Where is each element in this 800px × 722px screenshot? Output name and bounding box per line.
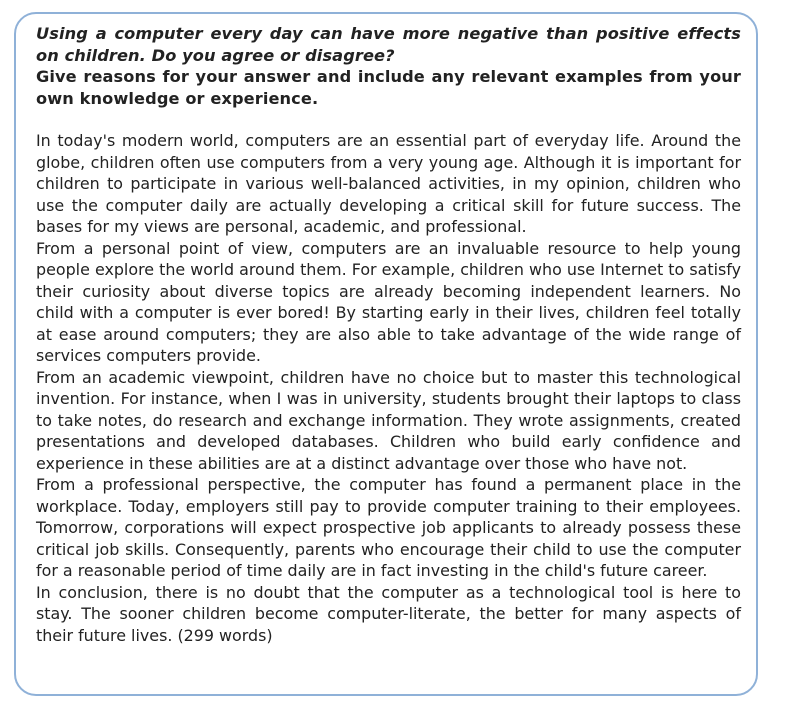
prompt-instruction: Give reasons for your answer and include any relevant examples from your own knowledge or experience. <box>36 67 741 108</box>
essay-card <box>14 12 758 696</box>
essay-paragraph-intro: In today's modern world, computers are an essential part of everyday life. Around the globe, children often use computers from a very young age. Although it is important for children to participate in various well-balanced activities, in my opinion, children who use the computer daily are actually developing a critical skill for future success. The bases for my views are personal, academic, and professional. <box>36 131 741 236</box>
essay-paragraph-professional: From a professional perspective, the computer has found a permanent place in the workplace. Today, employers still pay to provide computer training to their employees. Tomorrow, corporations will expect prospective job applicants to already possess these critical job skills. Consequently, parents who encourage their child to use the computer for a reasonable period of time daily are in fact investing in the child's future career. <box>36 475 741 580</box>
essay-body <box>36 130 741 646</box>
essay-paragraph-academic: From an academic viewpoint, children have no choice but to master this technological invention. For instance, when I was in university, students brought their laptops to class to take notes, do research and exchange information. They wrote assignments, created presentations and developed databases. Children who build early confidence and experience in these abilities are at a distinct advantage over those who have not. <box>36 367 741 473</box>
prompt-question: Using a computer every day can have more negative than positive effects on children. Do you agree or disagree? <box>36 24 741 65</box>
essay-paragraph-personal: From a personal point of view, computers are an invaluable resource to help young people explore the world around them. For example, children who use Internet to satisfy their curiosity about diverse topics are already becoming independent learners. No child with a computer is ever bored! By starting early in their lives, children feel totally at ease around computers; they are also able to take advantage of the wide range of services computers provide. <box>36 238 741 365</box>
essay-prompt <box>36 23 741 109</box>
essay-paragraph-conclusion: In conclusion, there is no doubt that the computer as a technological tool is here to stay. The sooner children become computer-literate, the better for many aspects of their future lives. (299 words) <box>36 582 741 645</box>
